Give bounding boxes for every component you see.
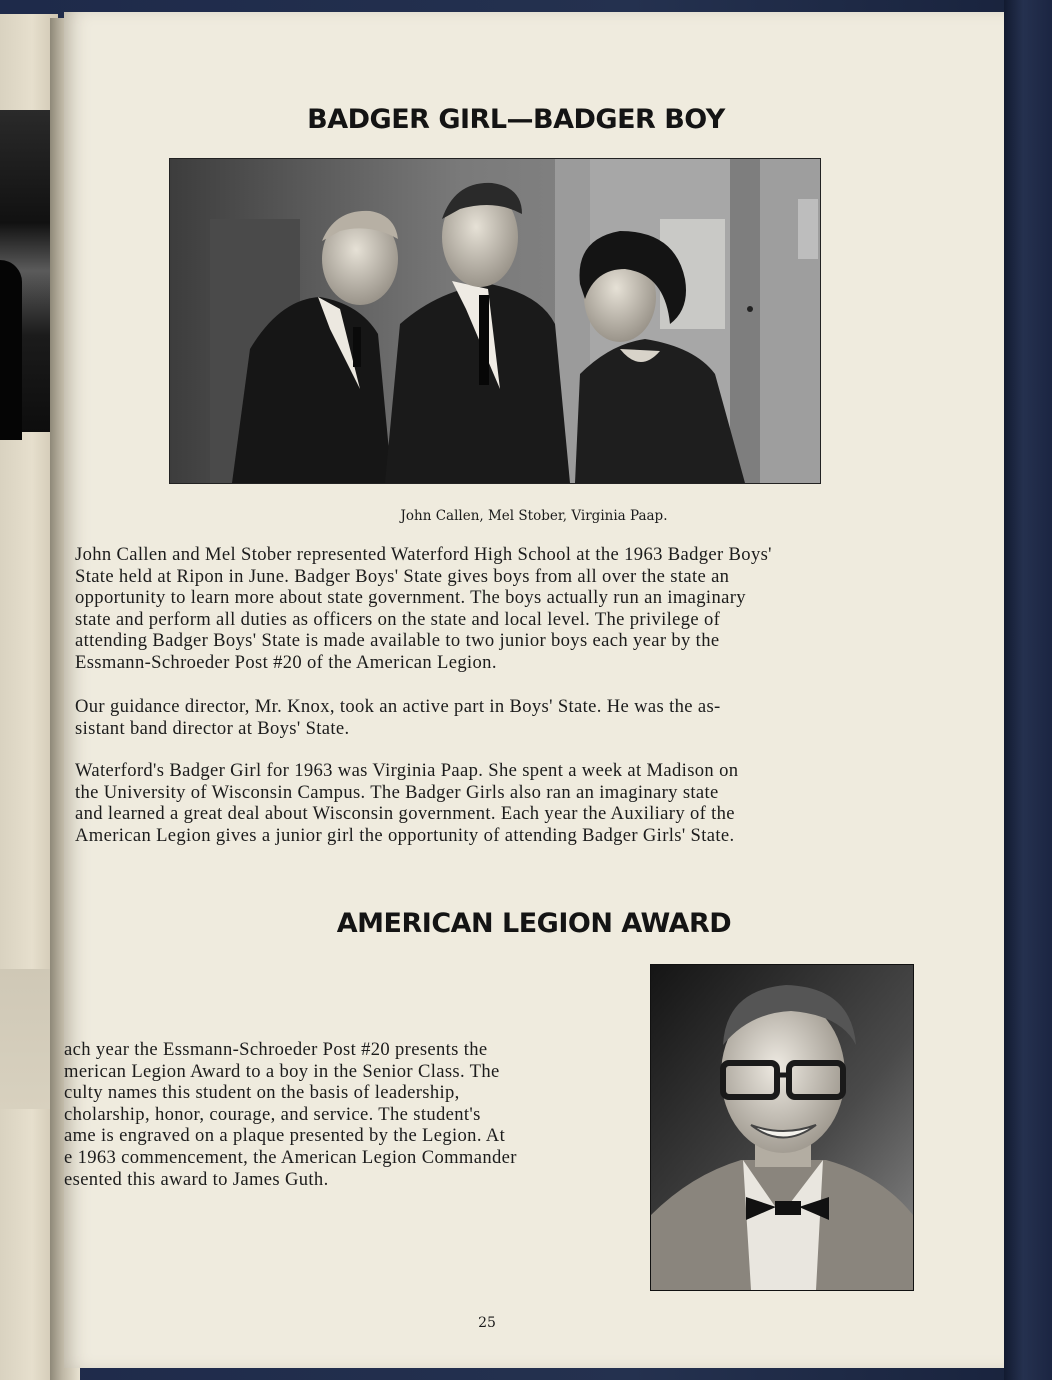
group-photo-caption: John Callen, Mel Stober, Virginia Paap. xyxy=(400,508,668,524)
text-line: opportunity to learn more about state government. The boys actually run an imaginary xyxy=(75,587,746,609)
heading-badger-girl-badger-boy: BADGER GIRL—BADGER BOY xyxy=(307,104,725,135)
text-line: state and perform all duties as officers on the state and local level. The privilege of xyxy=(75,608,721,630)
text-line: e 1963 commencement, the American Legion Commander xyxy=(64,1146,517,1168)
paragraph-badger-boys-state xyxy=(75,544,915,674)
page-number: 25 xyxy=(478,1315,496,1331)
paragraph-badger-girl xyxy=(75,760,915,846)
text-line: Waterford's Badger Girl for 1963 was Virginia Paap. She spent a week at Madison on xyxy=(75,760,739,781)
text-line: John Callen and Mel Stober represented Waterford High School at the 1963 Badger Boys' xyxy=(75,544,772,565)
heading-american-legion-award: AMERICAN LEGION AWARD xyxy=(336,908,732,939)
text-line: ame is engraved on a plaque presented by the Legion. At xyxy=(64,1125,506,1147)
portrait-photo xyxy=(650,964,914,1291)
text-line: attending Badger Boys' State is made available to two junior boys each year by the xyxy=(75,630,720,652)
group-photo xyxy=(169,158,821,484)
text-line: cholarship, honor, courage, and service. The student's xyxy=(64,1103,481,1125)
portrait-photo-image xyxy=(651,965,913,1290)
text-line: the University of Wisconsin Campus. The Badger Girls also ran an imaginary state xyxy=(75,781,719,803)
group-photo-image xyxy=(170,159,820,483)
text-line: sistant band director at Boys' State. xyxy=(75,717,350,739)
text-line: Essmann-Schroeder Post #20 of the American Legion. xyxy=(75,651,497,673)
book-cover-edge xyxy=(1004,0,1052,1380)
previous-page-photo-fragment xyxy=(0,110,50,432)
text-line: Our guidance director, Mr. Knox, took an active part in Boys' State. He was the as- xyxy=(75,696,721,717)
text-line: ach year the Essmann-Schroeder Post #20 presents the xyxy=(64,1039,488,1060)
text-line: culty names this student on the basis of leadership, xyxy=(64,1082,460,1104)
paragraph-american-legion-award xyxy=(64,1039,634,1190)
text-line: esented this award to James Guth. xyxy=(64,1168,329,1190)
paragraph-guidance-director xyxy=(75,696,915,739)
text-line: and learned a great deal about Wisconsin government. Each year the Auxiliary of the xyxy=(75,803,735,825)
yearbook-page xyxy=(64,12,1004,1368)
text-line: merican Legion Award to a boy in the Senior Class. The xyxy=(64,1060,500,1082)
text-line: State held at Ripon in June. Badger Boys' State gives boys from all over the state an xyxy=(75,565,730,587)
text-line: American Legion gives a junior girl the opportunity of attending Badger Girls' State. xyxy=(75,824,735,846)
